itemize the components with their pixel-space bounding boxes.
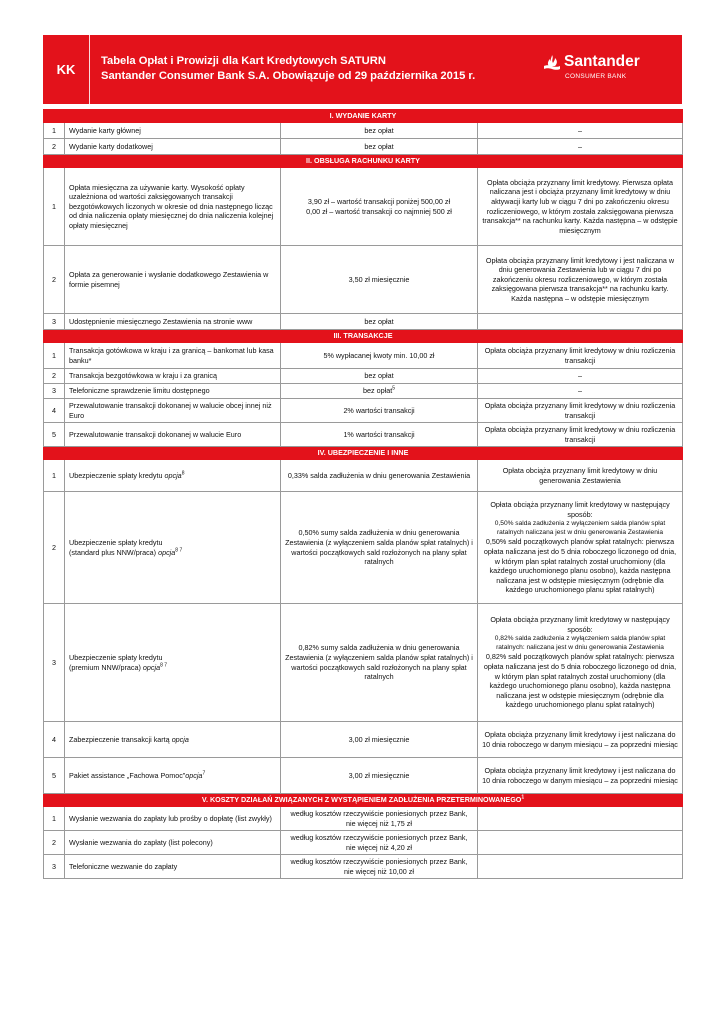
row-description: Transakcja gotówkowa w kraju i za granicą – bankomat lub kasa banku* xyxy=(65,343,281,369)
table-row xyxy=(44,369,683,384)
section-title xyxy=(44,794,683,807)
table-row xyxy=(44,855,683,879)
row-fee: 3,00 zł miesięcznie xyxy=(281,722,478,758)
row-description: Telefoniczne sprawdzenie limitu dostępnego xyxy=(65,384,281,399)
desc-line: Ubezpieczenie spłaty kredytu xyxy=(69,537,163,547)
note-line: 0,50% salda zadłużenia z wyłączeniem salda planów spłat ratalnych naliczana jest w dniu generowania Zestawienia xyxy=(494,520,666,537)
row-number: 2 xyxy=(44,246,65,314)
desc-line-2 xyxy=(69,663,276,673)
section-header xyxy=(44,794,683,807)
row-note: Opłata obciąża przyznany limit kredytowy i jest naliczana do 10 dnia roboczego w danym miesiącu – za poprzedni miesiąc xyxy=(478,758,683,794)
row-note: – xyxy=(478,369,683,384)
row-fee: według kosztów rzeczywiście poniesionych przez Bank, nie więcej niż 1,75 zł xyxy=(281,807,478,831)
desc-text: (standard plus NNW/praca) xyxy=(69,547,157,557)
row-note: – xyxy=(478,139,683,155)
section-header xyxy=(44,110,683,123)
row-fee: 2% wartości transakcji xyxy=(281,399,478,423)
row-number: 5 xyxy=(44,758,65,794)
santander-logo xyxy=(542,53,666,93)
row-fee: 5% wypłacanej kwoty min. 10,00 zł xyxy=(281,343,478,369)
row-description: Opłata miesięczna za używanie karty. Wysokość opłaty uzależniona od wartości zaksięgowanych transakcji bezgotówkowych liczonych w okresie od dnia następnego licząc od dnia naliczenia opłaty miesięcznej do dnia naliczenia kolejnej opłaty miesięcznej xyxy=(65,168,281,246)
row-number: 1 xyxy=(44,807,65,831)
row-fee: bez opłat xyxy=(281,369,478,384)
footnote-mark: 5 xyxy=(392,385,395,392)
row-fee: bez opłat xyxy=(281,314,478,330)
row-fee: bez opłat xyxy=(281,123,478,139)
title-line-1: Tabela Opłat i Prowizji dla Kart Kredytowych SATURN xyxy=(101,55,386,67)
row-note: Opłata obciąża przyznany limit kredytowy w dniu rozliczenia transakcji xyxy=(478,423,683,447)
footnote-mark: 8 7 xyxy=(160,662,168,669)
table-row xyxy=(44,423,683,447)
desc-text: (premium NNW/praca) xyxy=(69,662,141,672)
document-code: KK xyxy=(43,35,90,104)
row-description: Transakcja bezgotówkowa w kraju i za granicą xyxy=(65,369,281,384)
table-row xyxy=(44,460,683,492)
row-number: 2 xyxy=(44,369,65,384)
row-description xyxy=(65,492,281,604)
note-line: 0,50% sald początkowych planów spłat ratalnych: pierwsza opłata naliczana jest do 5 dnia roboczego liczonego od dnia, w którym plan spłat ratalnych został uruchomiony (dla każdego uruchomionego planu osobno), każda następna naliczana jest w odstępie miesięcznym (odrębnie dla każdego uruchomionego planu spłat ratalnych) xyxy=(483,537,677,595)
row-note: Opłata obciąża przyznany limit kredytowy i jest naliczana do 10 dnia roboczego w danym miesiącu – za poprzedni miesiąc xyxy=(478,722,683,758)
row-note: – xyxy=(478,123,683,139)
row-description: Wydanie karty dodatkowej xyxy=(65,139,281,155)
row-number: 1 xyxy=(44,343,65,369)
option-label: opcja xyxy=(164,470,182,480)
row-number: 1 xyxy=(44,168,65,246)
row-note: – xyxy=(478,384,683,399)
row-number: 4 xyxy=(44,722,65,758)
row-note: Opłata obciąża przyznany limit kredytowy. Pierwsza opłata naliczana jest i obciąża przyznany limit kredytowy w dniu aktywacji karty lub w ciągu 7 dni po zakończeniu okresu rozliczeniowego, w którym została zaksięgowana pierwsza transakcja** na rachunku karty. Każda następna – w odstępie miesięcznym xyxy=(478,168,683,246)
section-header xyxy=(44,447,683,460)
option-label: opcja xyxy=(158,547,176,557)
table-row xyxy=(44,168,683,246)
row-number: 2 xyxy=(44,139,65,155)
desc-line-2 xyxy=(69,548,276,558)
row-note: Opłata obciąża przyznany limit kredytowy w dniu rozliczenia transakcji xyxy=(478,399,683,423)
table-row xyxy=(44,758,683,794)
table-row xyxy=(44,246,683,314)
table-row xyxy=(44,399,683,423)
row-number: 3 xyxy=(44,855,65,879)
row-description: Przewalutowanie transakcji dokonanej w walucie obcej innej niż Euro xyxy=(65,399,281,423)
fee-text: bez opłat xyxy=(363,386,393,396)
desc-text: Ubezpieczenie spłaty kredytu xyxy=(69,470,163,480)
row-fee: 0,33% salda zadłużenia w dniu generowania Zestawienia xyxy=(281,460,478,492)
table-row xyxy=(44,314,683,330)
note-line: Opłata obciąża przyznany limit kredytowy w następujący sposób: xyxy=(490,500,670,519)
row-description: Wysłanie wezwania do zapłaty (list polecony) xyxy=(65,831,281,855)
section-title: I. WYDANIE KARTY xyxy=(44,110,683,123)
row-note xyxy=(478,604,683,722)
row-number: 3 xyxy=(44,384,65,399)
row-note xyxy=(478,492,683,604)
row-description: Opłata za generowanie i wysłanie dodatkowego Zestawienia w formie pisemnej xyxy=(65,246,281,314)
table-row xyxy=(44,123,683,139)
option-label: opcja xyxy=(171,734,189,744)
title-line-2: Santander Consumer Bank S.A. Obowiązuje od 29 października 2015 r. xyxy=(101,70,476,82)
header-banner xyxy=(43,35,682,104)
row-fee: 0,82% sumy salda zadłużenia w dniu generowania Zestawienia (z wyłączeniem salda planów spłat ratalnych) i wartości początkowych sald rozłożonych na plany spłat ratalnych xyxy=(281,604,478,722)
row-description: Wysłanie wezwania do zapłaty lub prośby o dopłatę (list zwykły) xyxy=(65,807,281,831)
footnote-mark: 1 xyxy=(521,794,525,801)
table-row xyxy=(44,492,683,604)
table-row xyxy=(44,831,683,855)
section-header xyxy=(44,330,683,343)
row-note: Opłata obciąża przyznany limit kredytowy i jest naliczana w dniu generowania Zestawienia lub w ciągu 7 dni po zakończeniu okresu rozliczeniowego, w którym została zaksięgowana pierwsza transakcja** na rachunku karty. Każda następna – w odstępie miesięcznym xyxy=(478,246,683,314)
table-row xyxy=(44,384,683,399)
row-fee: 1% wartości transakcji xyxy=(281,423,478,447)
row-description: Przewalutowanie transakcji dokonanej w walucie Euro xyxy=(65,423,281,447)
row-number: 4 xyxy=(44,399,65,423)
row-description xyxy=(65,722,281,758)
logo-subtitle: CONSUMER BANK xyxy=(565,73,627,80)
fees-table xyxy=(43,109,683,879)
table-row xyxy=(44,604,683,722)
fee-line: 0,00 zł – wartość transakcji co najmniej 500 zł xyxy=(306,206,452,216)
row-description xyxy=(65,604,281,722)
row-description xyxy=(65,758,281,794)
row-description: Udostępnienie miesięcznego Zestawienia na stronie www xyxy=(65,314,281,330)
row-number: 5 xyxy=(44,423,65,447)
footnote-mark: 8 7 xyxy=(175,547,183,554)
row-fee: bez opłat xyxy=(281,139,478,155)
row-number: 1 xyxy=(44,123,65,139)
note-line: Opłata obciąża przyznany limit kredytowy w następujący sposób: xyxy=(490,615,670,634)
section-title: IV. UBEZPIECZENIE I INNE xyxy=(44,447,683,460)
row-note: Opłata obciąża przyznany limit kredytowy w dniu rozliczenia transakcji xyxy=(478,343,683,369)
fee-line: 3,90 zł – wartość transakcji poniżej 500,00 zł xyxy=(307,196,451,206)
desc-text: Pakiet assistance „Fachowa Pomoc” xyxy=(69,770,186,780)
table-row xyxy=(44,139,683,155)
table-row xyxy=(44,807,683,831)
footnote-mark: 7 xyxy=(202,770,206,777)
note-line: 0,82% sald początkowych planów spłat ratalnych: pierwsza opłata naliczana jest do 5 dnia roboczego liczonego od dnia, w którym plan spłat ratalnych został uruchomiony (dla każdego uruchomionego planu osobno), każda następna naliczana jest w odstępie miesięcznym (odrębnie dla każdego uruchomionego planu spłat ratalnych) xyxy=(483,652,677,710)
row-description xyxy=(65,460,281,492)
section-title: II. OBSŁUGA RACHUNKU KARTY xyxy=(44,155,683,168)
row-description: Wydanie karty głównej xyxy=(65,123,281,139)
row-number: 3 xyxy=(44,604,65,722)
logo-name: Santander xyxy=(564,53,640,70)
flame-icon xyxy=(542,54,562,72)
option-label: opcja xyxy=(142,662,161,672)
row-note xyxy=(478,831,683,855)
desc-text: Zabezpieczenie transakcji kartą xyxy=(69,734,170,744)
row-note xyxy=(478,807,683,831)
row-fee: według kosztów rzeczywiście poniesionych przez Bank, nie więcej niż 4,20 zł xyxy=(281,831,478,855)
row-fee xyxy=(281,168,478,246)
row-number: 3 xyxy=(44,314,65,330)
row-fee xyxy=(281,384,478,399)
table-row xyxy=(44,343,683,369)
table-row xyxy=(44,722,683,758)
section-header xyxy=(44,155,683,168)
row-fee: 3,00 zł miesięcznie xyxy=(281,758,478,794)
row-note xyxy=(478,855,683,879)
row-number: 1 xyxy=(44,460,65,492)
section-title-text: V. KOSZTY DZIAŁAŃ ZWIĄZANYCH Z WYSTĄPIENIEM ZADŁUŻENIA PRZETERMINOWANEGO xyxy=(201,795,522,805)
row-description: Telefoniczne wezwanie do zapłaty xyxy=(65,855,281,879)
note-line: 0,82% salda zadłużenia z wyłączeniem salda planów spłat ratalnych: naliczana jest w dniu generowania Zestawienia xyxy=(494,635,666,652)
row-fee: według kosztów rzeczywiście poniesionych przez Bank, nie więcej niż 10,00 zł xyxy=(281,855,478,879)
row-note: Opłata obciąża przyznany limit kredytowy w dniu generowania Zestawienia xyxy=(478,460,683,492)
row-note xyxy=(478,314,683,330)
row-fee: 3,50 zł miesięcznie xyxy=(281,246,478,314)
option-label: opcja xyxy=(185,770,203,780)
row-number: 2 xyxy=(44,492,65,604)
row-fee: 0,50% sumy salda zadłużenia w dniu generowania Zestawienia (z wyłączeniem salda planów spłat ratalnych) i wartości początkowych sald rozłożonych na plany spłat ratalnych xyxy=(281,492,478,604)
desc-line: Ubezpieczenie spłaty kredytu xyxy=(69,652,163,662)
row-number: 2 xyxy=(44,831,65,855)
section-title: III. TRANSAKCJE xyxy=(44,330,683,343)
footnote-mark: 8 xyxy=(181,470,185,477)
document-title xyxy=(101,54,475,84)
